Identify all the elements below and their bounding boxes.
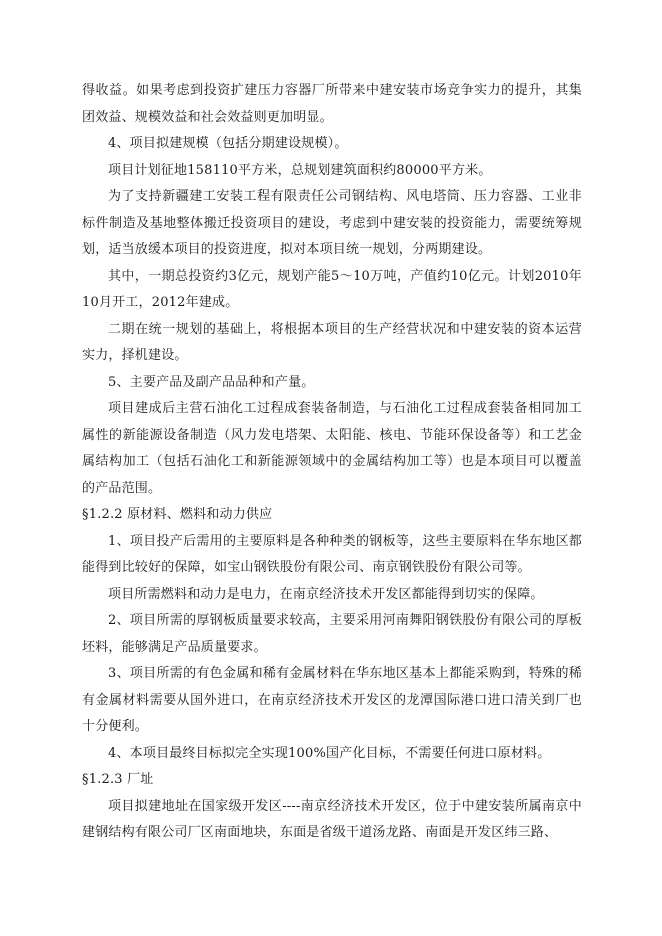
paragraph-13: 4、本项目最终目标拟完全实现100%国产化目标，不需要任何进口原材料。	[108, 745, 551, 761]
paragraph-9: 1、项目投产后需用的主要原料是各种种类的钢板等，这些主要原料在华东地区都能得到比较好的保障，如宝山钢铁股份有限公司、南京钢铁股份有限公司等。	[82, 533, 582, 575]
paragraph-5: 其中，一期总投资约3亿元，规划产能5～10万吨，产值约10亿元。计划2010年10月开工，2012年建成。	[82, 268, 582, 310]
paragraph-3: 项目计划征地158110平方米，总规划建筑面积约80000平方米。	[108, 162, 492, 178]
paragraph-6: 二期在统一规划的基础上，将根据本项目的生产经营状况和中建安装的资本运营实力，择机建设。	[82, 321, 582, 363]
paragraph-14: 项目拟建地址在国家级开发区----南京经济技术开发区，位于中建安装所属南京中建钢结构有限公司厂区南面地块，东面是省级干道汤龙路、南面是开发区纬三路、	[82, 798, 582, 840]
paragraph-12: 3、项目所需的有色金属和稀有金属材料在华东地区基本上都能采购到，特殊的稀有金属材料需要从国外进口，在南京经济技术开发区的龙潭国际港口进口清关到厂也十分便利。	[82, 666, 582, 734]
paragraph-11: 2、项目所需的厚钢板质量要求较高，主要采用河南舞阳钢铁股份有限公司的厚板坯料，能够满足产品质量要求。	[82, 613, 582, 655]
paragraph-4: 为了支持新疆建工安装工程有限责任公司钢结构、风电塔筒、压力容器、工业非标件制造及基地整体搬迁投资项目的建设，考虑到中建安装的投资能力，需要统筹规划，适当放缓本项目的投资进度，拟对本项目统一规划，分两期建设。	[82, 189, 582, 257]
paragraph-1: 得收益。如果考虑到投资扩建压力容器厂所带来中建安装市场竞争实力的提升，其集团效益、规模效益和社会效益则更加明显。	[82, 83, 582, 125]
paragraph-8: 项目建成后主营石油化工过程成套装备制造，与石油化工过程成套装备相同加工属性的新能源设备制造（风力发电塔架、太阳能、核电、节能环保设备等）和工艺金属结构加工（包括石油化工和新能源领域中的金属结构加工等）也是本项目可以覆盖的产品范围。	[82, 401, 582, 496]
paragraph-10: 项目所需燃料和动力是电力，在南京经济技术开发区都能得到切实的保障。	[108, 586, 544, 602]
paragraph-2: 4、项目拟建规模（包括分期建设规模）。	[108, 136, 348, 151]
document-page	[82, 78, 582, 847]
section-heading-1-2-3: §1.2.3 厂址	[82, 772, 154, 787]
section-heading-1-2-2: §1.2.2 原材料、燃料和动力供应	[82, 507, 273, 522]
paragraph-7: 5、主要产品及副产品品种和产量。	[108, 374, 315, 390]
